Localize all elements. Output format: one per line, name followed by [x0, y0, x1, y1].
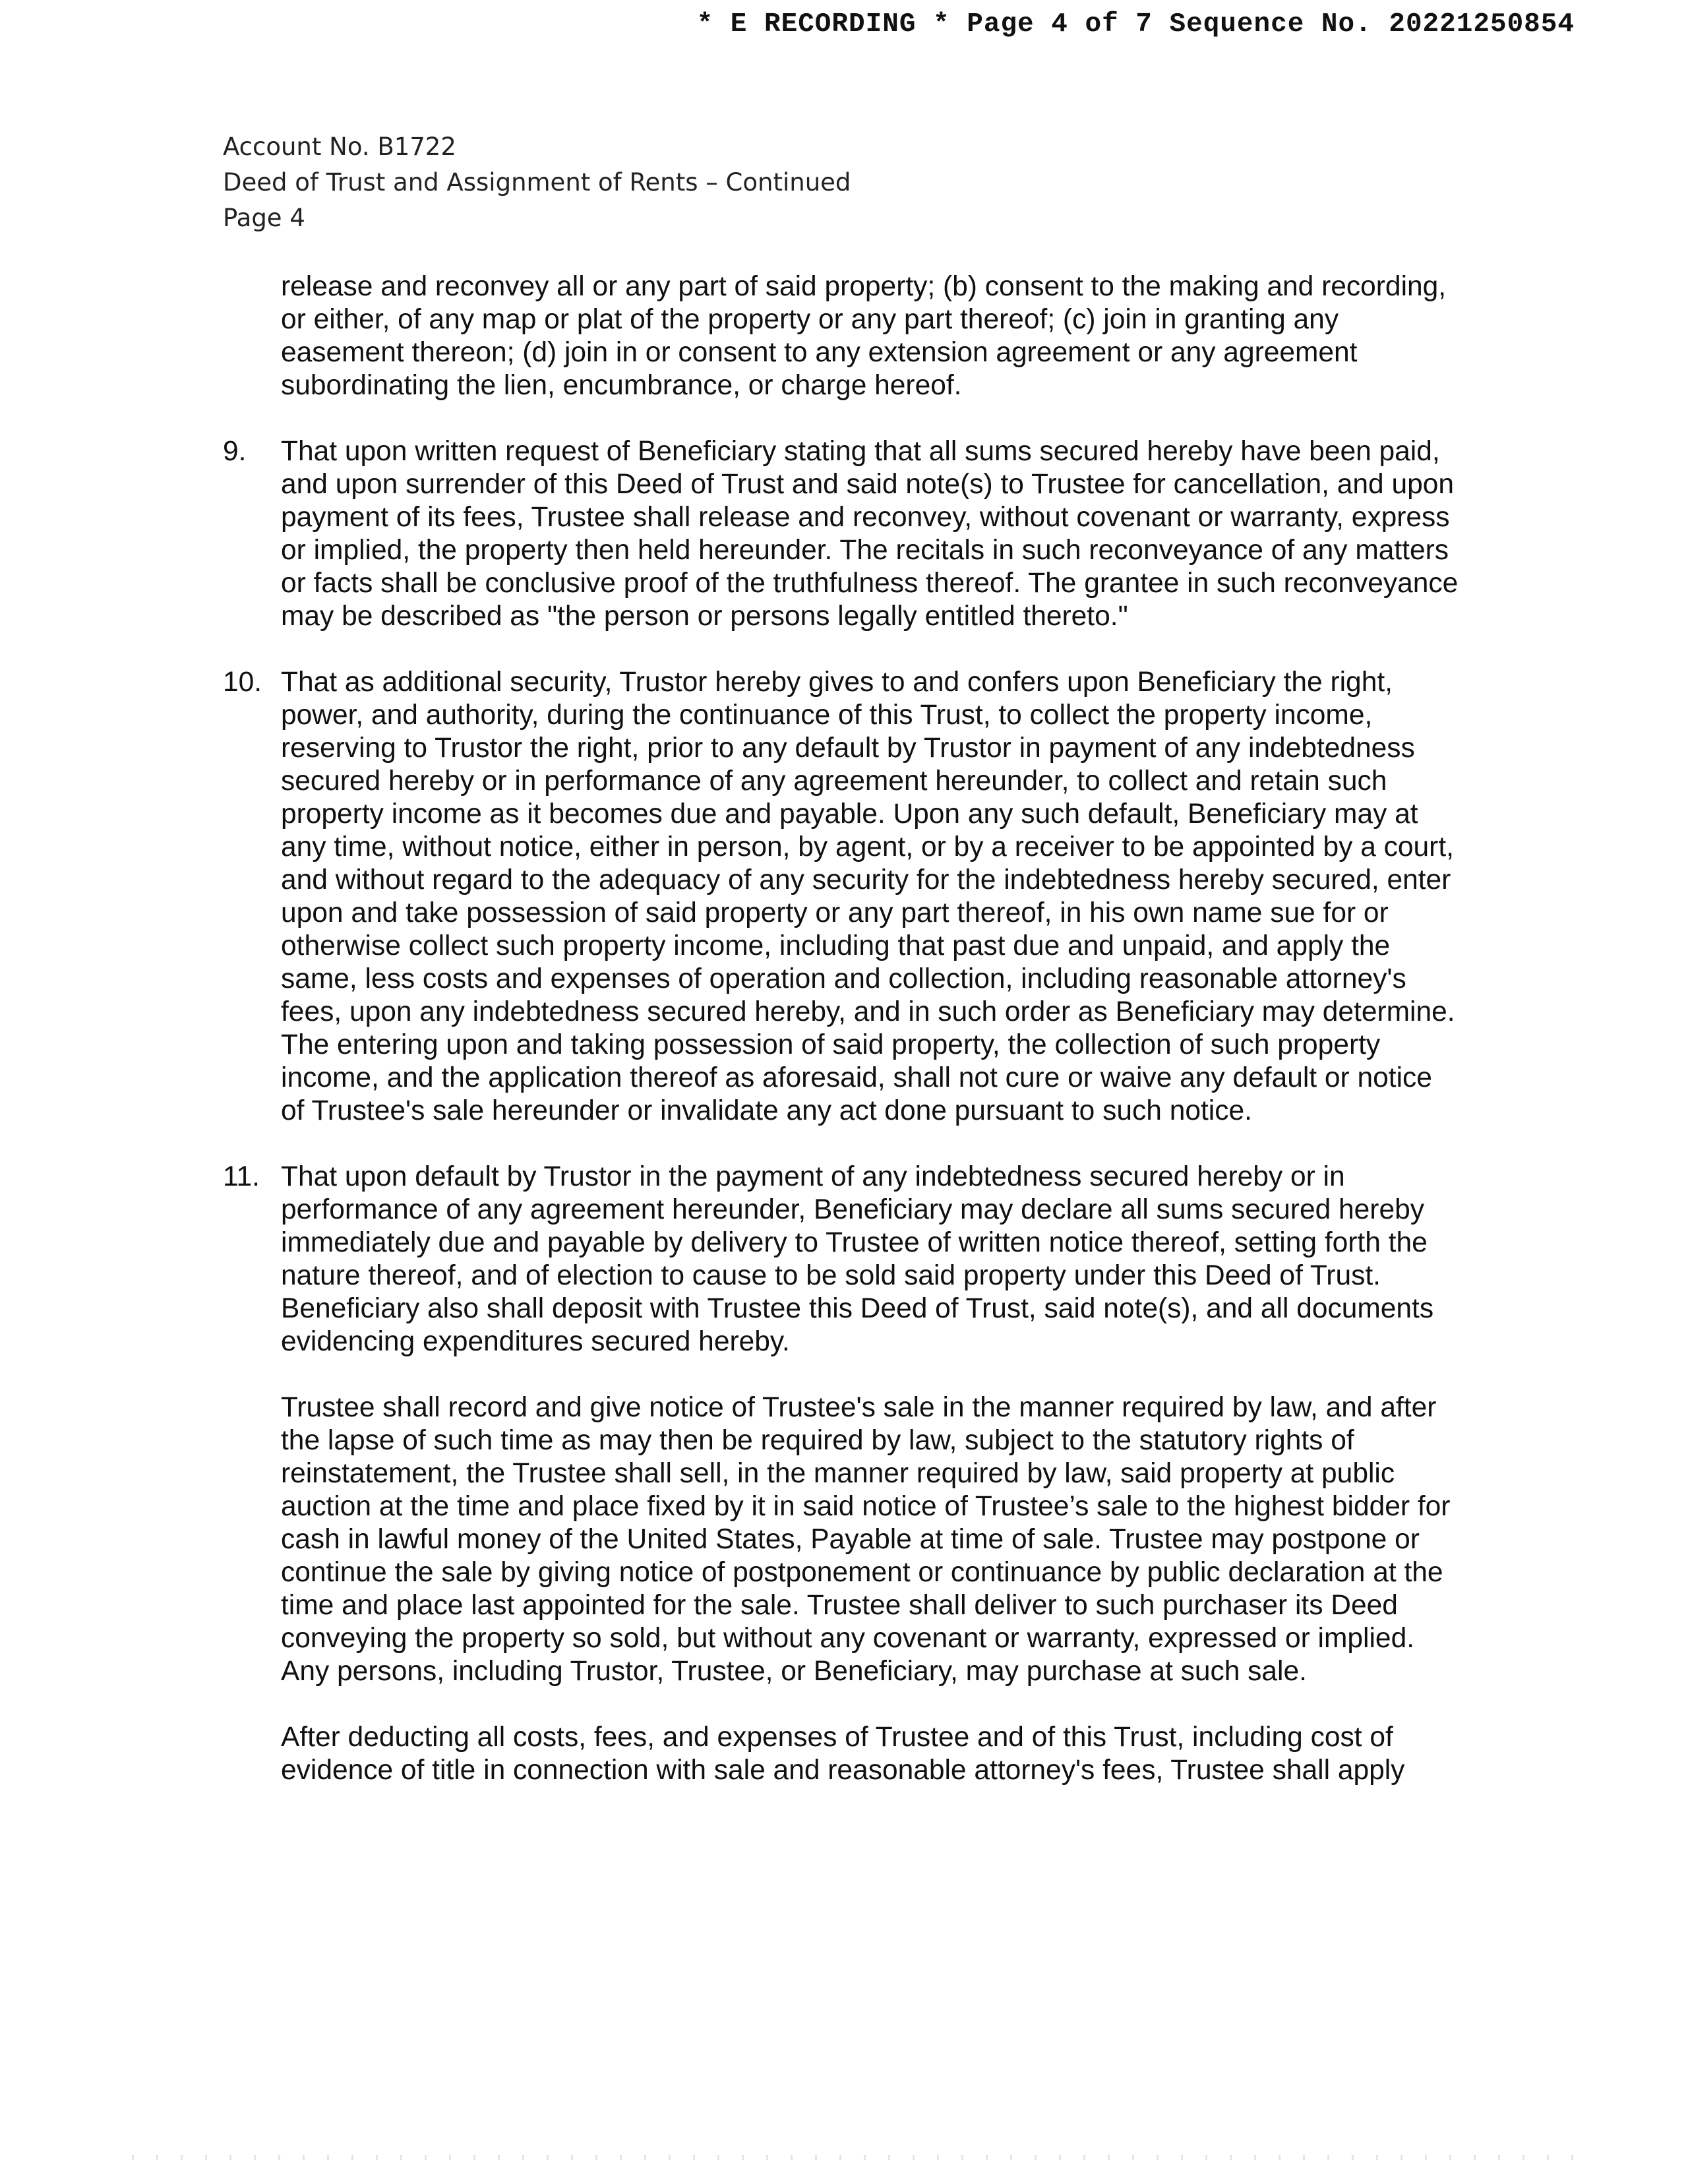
clause-11 — [223, 1161, 1462, 1787]
document-title: Deed of Trust and Assignment of Rents – Continued — [223, 168, 851, 197]
document-body — [223, 270, 1462, 1787]
clause-paragraph: That upon written request of Beneficiary stating that all sums secured hereby have been paid, and upon surrender of this Deed of Trust and said note(s) to Trustee for cancellation, and upon payment of its fees, Trustee shall release and reconvey, without covenant or warranty, express or implied, the property then held hereunder. The recitals in such reconveyance of any matters or facts shall be conclusive proof of the truthfulness thereof. The grantee in such reconveyance may be described as "the person or persons legally entitled thereto." — [281, 436, 1459, 632]
clause-paragraph: After deducting all costs, fees, and expenses of Trustee and of this Trust, including cost of evidence of title in connection with sale and reasonable attorney's fees, Trustee shall apply — [281, 1722, 1405, 1786]
clause-paragraph: That as additional security, Trustor hereby gives to and confers upon Beneficiary the right, power, and authority, during the continuance of this Trust, to collect the property income, reserving to Trustor the right, prior to any default by Trustor in payment of any indebtedness secured hereby or in performance of any agreement hereunder, to collect and retain such property income as it becomes due and payable. Upon any such default, Beneficiary may at any time, without notice, either in person, by agent, or by a receiver to be appointed by a court, and without regard to the adequacy of any security for the indebtedness hereby secured, enter upon and take possession of said property or any part thereof, in his own name sue for or otherwise collect such property income, including that past due and unpaid, and apply the same, less costs and expenses of operation and collection, including reasonable attorney's fees, upon any indebtedness secured hereby, and in such order as Beneficiary may determine. The entering upon and taking possession of said property, the collection of such property income, and the application thereof as aforesaid, shall not cure or waive any default or notice of Trustee's sale hereunder or invalidate any act done pursuant to such notice. — [281, 667, 1455, 1126]
clause-paragraph: That upon default by Trustor in the payment of any indebtedness secured hereby or in performance of any agreement hereunder, Beneficiary may declare all sums secured hereby immediately due and payable by delivery to Trustee of written notice thereof, setting forth the nature thereof, and of election to cause to be sold said property under this Deed of Trust. Beneficiary also shall deposit with Trustee this Deed of Trust, said note(s), and all documents evidencing expenditures secured hereby. — [281, 1161, 1434, 1357]
clause-number: 11. — [223, 1161, 260, 1192]
continued-paragraph: release and reconvey all or any part of said property; (b) consent to the making and recording, or either, of any map or plat of the property or any part thereof; (c) join in granting any easement thereon; (d) join in or consent to any extension agreement or any agreement subordinating the lien, encumbrance, or charge hereof. — [281, 271, 1447, 401]
scan-artifact — [132, 2155, 1582, 2160]
page-number: Page 4 — [223, 204, 305, 232]
clause-paragraph: Trustee shall record and give notice of Trustee's sale in the manner required by law, and after the lapse of such time as may then be required by law, subject to the statutory rights of reinstatement, the Trustee shall sell, in the manner required by law, said property at public auction at the time and place fixed by it in said notice of Trustee’s sale to the highest bidder for cash in lawful money of the United States, Payable at time of sale. Trustee may postpone or continue the sale by giving notice of postponement or continuance by public declaration at the time and place last appointed for the sale. Trustee shall deliver to such purchaser its Deed conveying the property so sold, but without any covenant or warranty, expressed or implied. Any persons, including Trustor, Trustee, or Beneficiary, may purchase at such sale. — [281, 1392, 1451, 1687]
recording-stamp: * E RECORDING * Page 4 of 7 Sequence No. 20221250854 — [696, 9, 1575, 40]
clause-number: 10. — [223, 667, 262, 698]
document-header — [223, 129, 851, 236]
clause-9 — [223, 435, 1462, 633]
account-number: Account No. B1722 — [223, 133, 456, 161]
clause-number: 9. — [223, 436, 247, 467]
clause-10 — [223, 666, 1462, 1128]
